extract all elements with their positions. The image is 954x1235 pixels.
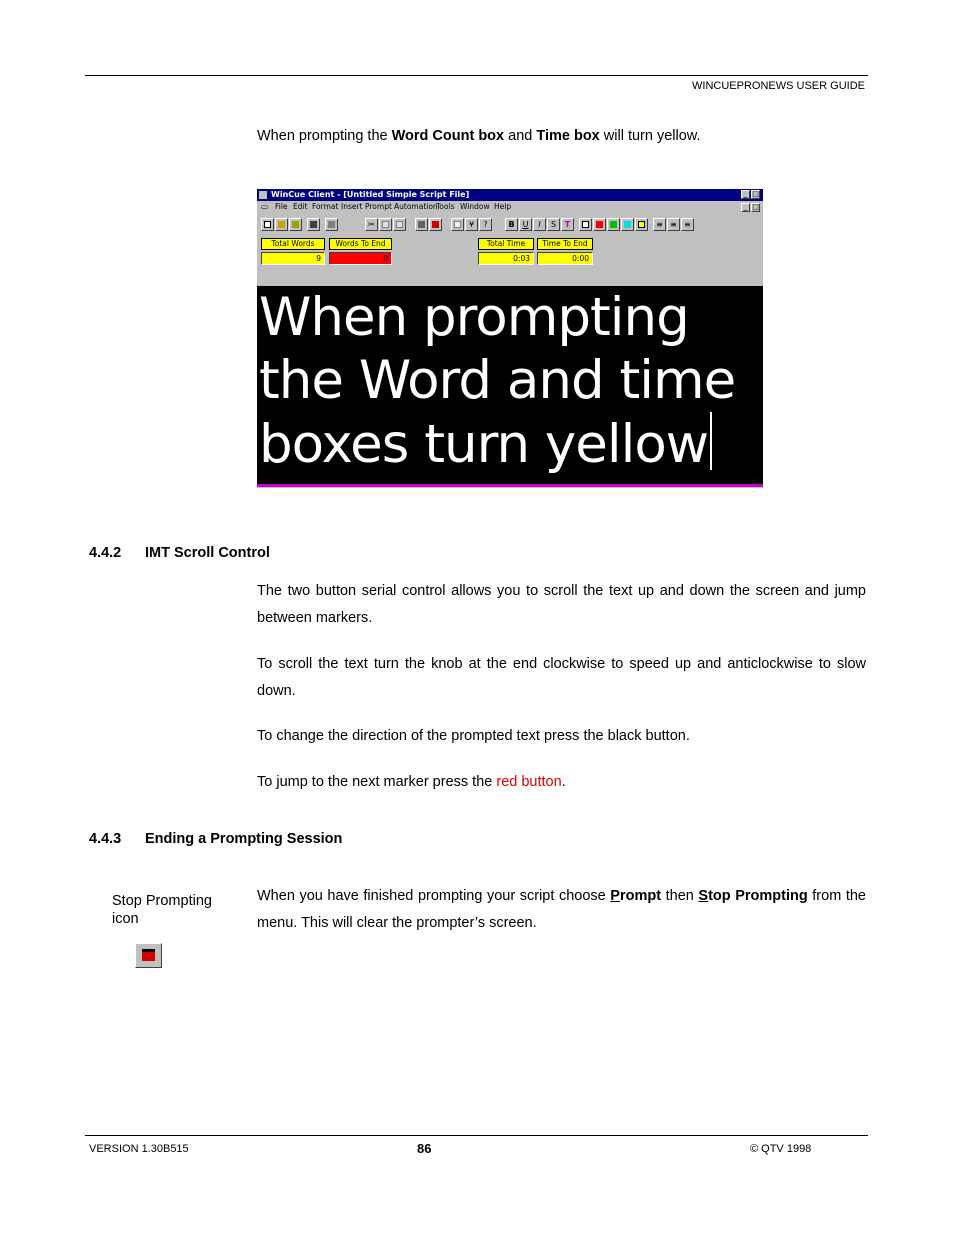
menu-tools[interactable]: Tools <box>436 202 455 211</box>
stop-prompt-icon[interactable] <box>429 218 442 231</box>
color-red-icon[interactable] <box>593 218 606 231</box>
words-to-end-value: 0 <box>329 252 392 265</box>
section-heading-442: 4.4.2 IMT Scroll Control <box>89 545 270 561</box>
align-center-icon[interactable]: ≡ <box>667 218 680 231</box>
prompter-display[interactable] <box>257 286 763 484</box>
intro-paragraph: When prompting the Word Count box and Time box will turn yellow. <box>257 128 701 144</box>
stop-prompting-icon <box>135 943 162 968</box>
mail-icon[interactable] <box>451 218 464 231</box>
paragraph-ending: When you have finished prompting your script choose Prompt then Stop Prompting from the menu. This will clear the prompter’s screen. <box>257 888 866 931</box>
print-icon[interactable] <box>325 218 338 231</box>
footer-version: VERSION 1.30B515 <box>89 1143 189 1155</box>
total-words-label: Total Words <box>261 238 325 250</box>
prompt-marker-line <box>257 484 763 487</box>
prompt-line-1: When prompting <box>259 287 689 348</box>
menu-automation[interactable]: Automation <box>394 202 438 211</box>
running-header: WINCUEPRONEWS USER GUIDE <box>692 80 865 92</box>
words-to-end-label: Words To End <box>329 238 392 250</box>
menu-help[interactable]: Help <box>494 202 512 211</box>
wincue-screenshot <box>257 189 763 488</box>
align-left-icon[interactable]: ≡ <box>653 218 666 231</box>
menu-edit[interactable]: Edit <box>293 202 308 211</box>
minimize-icon[interactable]: _ <box>741 190 750 199</box>
menu-window[interactable]: Window <box>460 202 490 211</box>
doc-restore-icon[interactable]: □ <box>752 203 759 211</box>
doc-icon: ▭ <box>261 202 269 211</box>
footer-copyright: © QTV 1998 <box>750 1143 812 1155</box>
prompt-line-3: boxes turn yellow <box>259 412 763 476</box>
align-right-icon[interactable]: ≡ <box>681 218 694 231</box>
section-heading-443: 4.4.3 Ending a Prompting Session <box>89 831 343 847</box>
bold-icon[interactable]: B <box>505 218 518 231</box>
text-cursor <box>710 412 712 470</box>
paragraph-knob: To scroll the text turn the knob at the end clockwise to speed up and anticlockwise to slow down. <box>257 656 866 699</box>
toolbar <box>257 215 763 235</box>
page-number: 86 <box>417 1141 432 1156</box>
paste-icon[interactable] <box>393 218 406 231</box>
doc-minimize-icon[interactable]: _ <box>741 203 750 212</box>
total-time-value: 0:03 <box>478 252 534 265</box>
prompt-line-2: the Word and time <box>259 350 736 411</box>
color-yellow-icon[interactable] <box>635 218 648 231</box>
underline-icon[interactable]: U <box>519 218 532 231</box>
save-icon[interactable] <box>307 218 320 231</box>
open-prompt-icon[interactable] <box>289 218 302 231</box>
red-button-text: red button <box>496 774 562 790</box>
italic-icon[interactable]: I <box>533 218 546 231</box>
color-white-icon[interactable] <box>579 218 592 231</box>
paragraph-scroll-control: The two button serial control allows you to scroll the text up and down the screen and jump between markers. <box>257 583 866 626</box>
time-to-end-label: Time To End <box>537 238 593 250</box>
cut-icon[interactable]: ✂ <box>365 218 378 231</box>
font-icon[interactable]: T <box>561 218 574 231</box>
time-to-end-value: 0:00 <box>537 252 593 265</box>
new-file-icon[interactable] <box>261 218 274 231</box>
copy-icon[interactable] <box>379 218 392 231</box>
app-icon <box>259 191 267 199</box>
menu-file[interactable]: File <box>275 202 288 211</box>
menu-prompt[interactable]: Prompt <box>365 202 392 211</box>
maximize-icon[interactable]: □ <box>752 190 759 198</box>
color-cyan-icon[interactable] <box>621 218 634 231</box>
menu-insert[interactable]: Insert <box>341 202 363 211</box>
window-titlebar <box>257 189 763 201</box>
menu-format[interactable]: Format <box>312 202 339 211</box>
settings-icon[interactable]: ¥ <box>465 218 478 231</box>
color-green-icon[interactable] <box>607 218 620 231</box>
total-time-label: Total Time <box>478 238 534 250</box>
window-title: WinCue Client - [Untitled Simple Script File] <box>271 190 470 199</box>
strikethrough-icon[interactable]: S <box>547 218 560 231</box>
start-prompt-icon[interactable] <box>415 218 428 231</box>
footer-rule <box>85 1135 868 1136</box>
paragraph-marker: To jump to the next marker press the red button. <box>257 774 566 790</box>
side-label: Stop Prompting icon <box>112 893 212 927</box>
header-rule <box>85 75 868 76</box>
help-icon[interactable]: ? <box>479 218 492 231</box>
paragraph-direction: To change the direction of the prompted text press the black button. <box>257 728 690 744</box>
open-file-icon[interactable] <box>275 218 288 231</box>
menu-bar <box>257 201 763 213</box>
total-words-value: 9 <box>261 252 325 265</box>
